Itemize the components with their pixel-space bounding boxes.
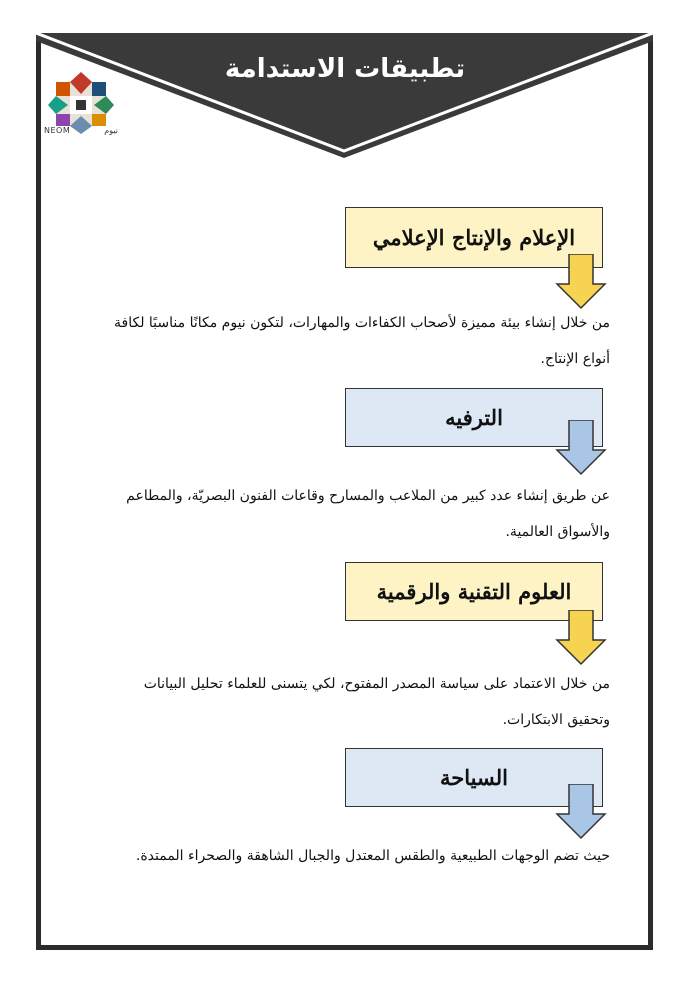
section-description: من خلال إنشاء بيئة مميزة لأصحاب الكفاءات والمهارات، لتكون نيوم مكانًا مناسبًا لكافة أنواع الإنتاج. xyxy=(114,315,610,367)
section-title: الترفيه xyxy=(445,405,503,430)
arrow-down-icon xyxy=(555,420,607,476)
logo-text-en: NEOM xyxy=(44,126,71,135)
section-description: من خلال الاعتماد على سياسة المصدر المفتوح، لكي يتسنى للعلماء تحليل البيانات وتحقيق الابتكارات. xyxy=(143,676,610,728)
section-title: السياحة xyxy=(440,765,508,790)
arrow-down-icon xyxy=(555,610,607,666)
section-description: حيث تضم الوجهات الطبيعية والطقس المعتدل والجبال الشاهقة والصحراء الممتدة. xyxy=(135,848,610,864)
arrow-down-icon xyxy=(555,784,607,840)
section-description: عن طريق إنشاء عدد كبير من الملاعب والمسارح وقاعات الفنون البصريّة، والمطاعم والأسواق العالمية. xyxy=(126,488,610,540)
arrow-down-icon xyxy=(555,254,607,310)
page-title: تطبيقات الاستدامة xyxy=(224,54,466,84)
section-title: العلوم التقنية والرقمية xyxy=(376,579,572,604)
section-title: الإعلام والإنتاج الإعلامي xyxy=(372,225,576,250)
logo-text-ar: نيوم xyxy=(104,126,118,135)
logo-wordmark xyxy=(44,126,118,135)
